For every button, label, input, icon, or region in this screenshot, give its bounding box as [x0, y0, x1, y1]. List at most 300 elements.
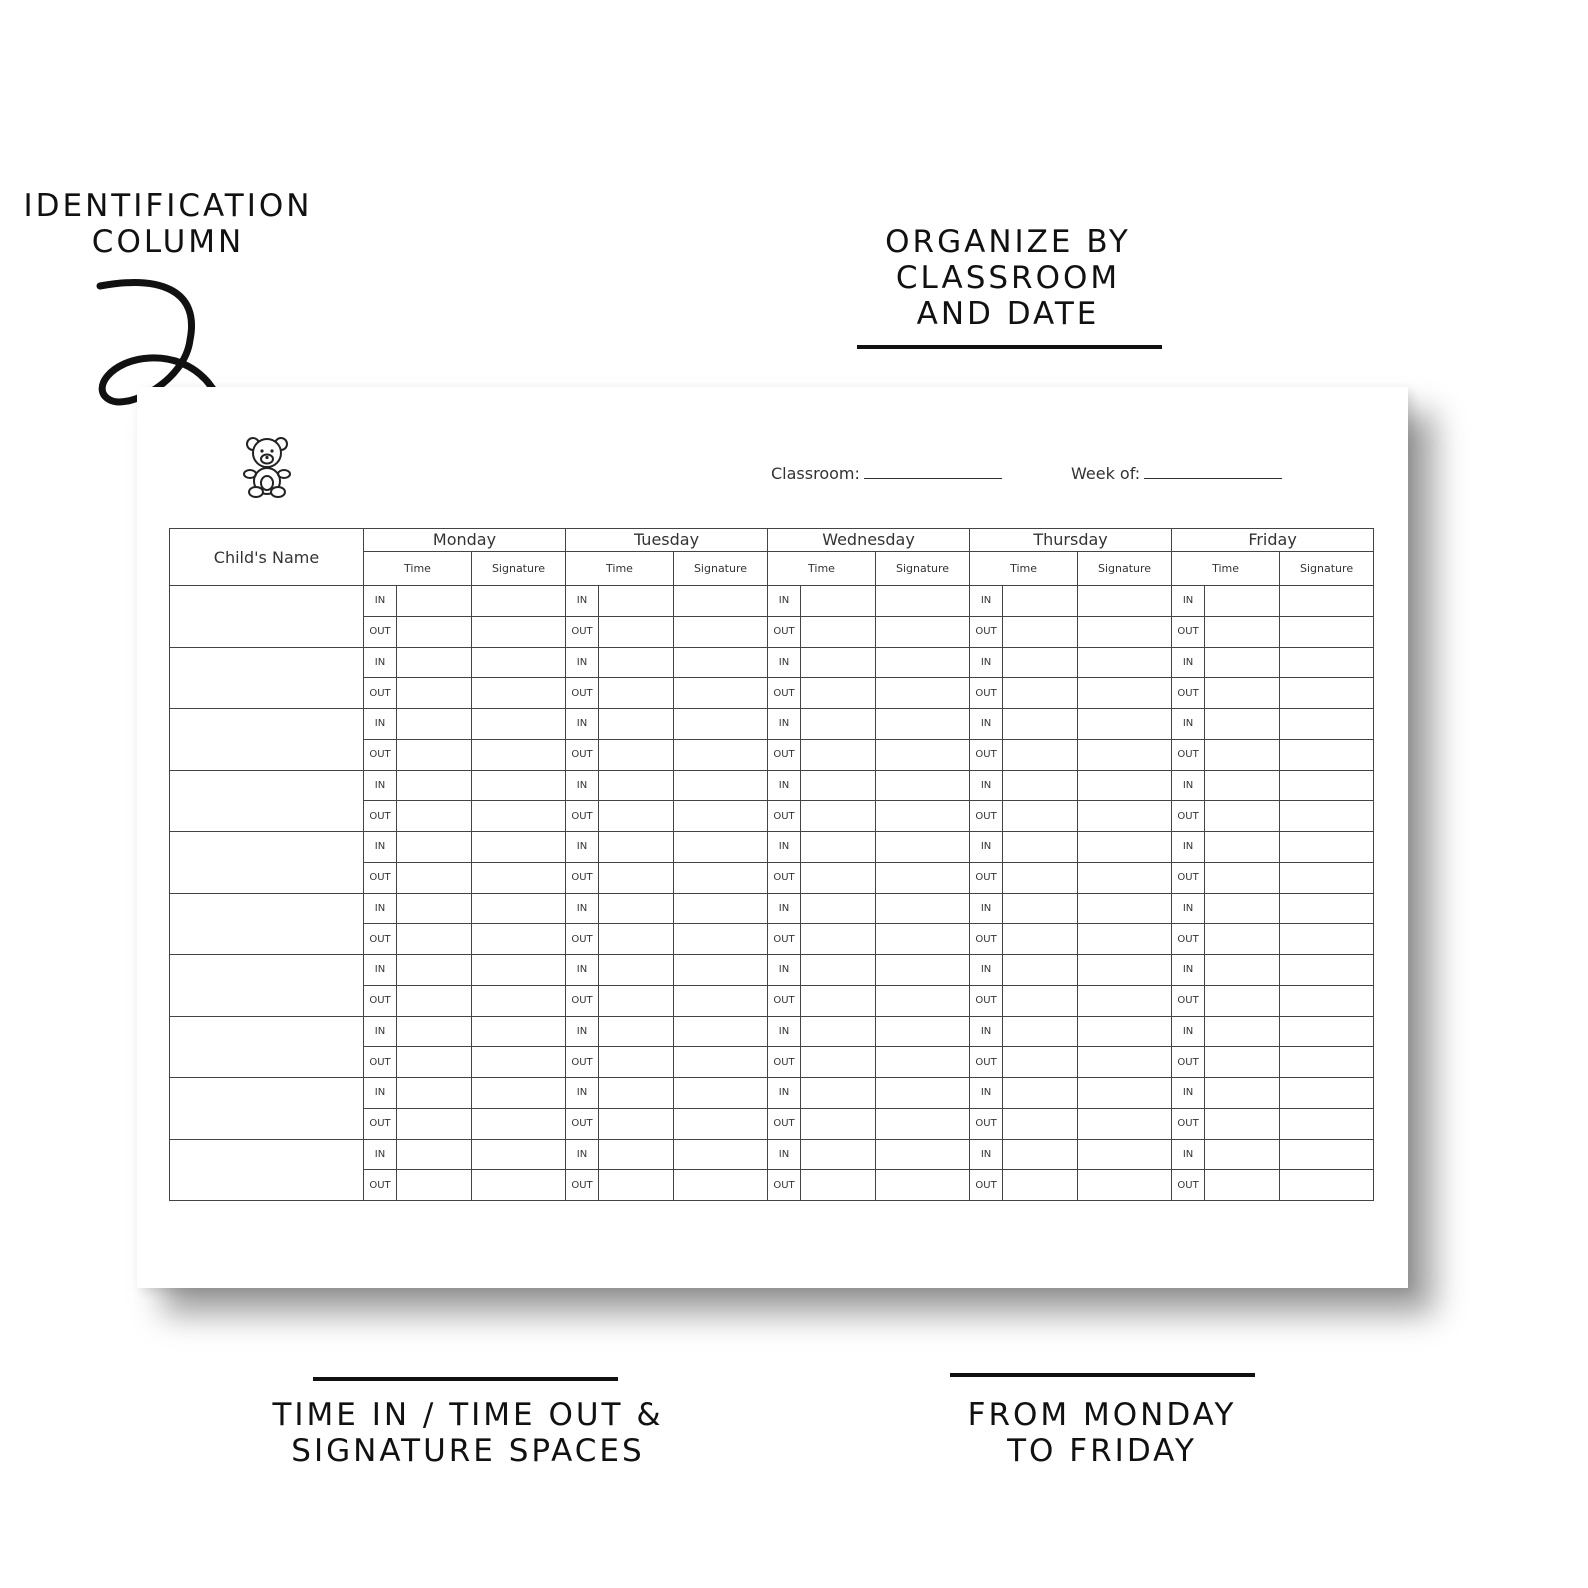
in-label: IN [566, 832, 599, 863]
signature-cell[interactable] [1078, 770, 1172, 801]
table-row [170, 1016, 1374, 1047]
signature-cell[interactable] [1280, 1170, 1374, 1201]
time-out-cell[interactable] [801, 678, 876, 709]
time-out-cell[interactable] [801, 862, 876, 893]
signature-cell[interactable] [1078, 1108, 1172, 1139]
time-in-cell[interactable] [599, 955, 674, 986]
in-label: IN [970, 1139, 1003, 1170]
signature-cell[interactable] [674, 1139, 768, 1170]
time-out-cell[interactable] [599, 616, 674, 647]
out-label: OUT [1172, 1170, 1205, 1201]
time-in-cell[interactable] [1003, 1078, 1078, 1109]
signature-subheader: Signature [472, 552, 566, 586]
time-out-cell[interactable] [397, 801, 472, 832]
signature-cell[interactable] [1078, 709, 1172, 740]
time-out-cell[interactable] [1003, 739, 1078, 770]
signature-cell[interactable] [1280, 801, 1374, 832]
callout-underline [313, 1377, 618, 1381]
time-out-cell[interactable] [1205, 1047, 1280, 1078]
child-name-cell[interactable] [170, 770, 364, 832]
out-label: OUT [768, 616, 801, 647]
time-in-cell[interactable] [397, 893, 472, 924]
child-name-cell[interactable] [170, 1139, 364, 1201]
signature-cell[interactable] [674, 739, 768, 770]
signature-cell[interactable] [1078, 616, 1172, 647]
in-label: IN [768, 770, 801, 801]
time-out-cell[interactable] [1003, 1047, 1078, 1078]
signature-cell[interactable] [1280, 1108, 1374, 1139]
time-out-cell[interactable] [1205, 985, 1280, 1016]
time-out-cell[interactable] [1205, 1108, 1280, 1139]
time-out-cell[interactable] [1003, 985, 1078, 1016]
callout-underline [950, 1373, 1255, 1377]
signature-cell[interactable] [674, 985, 768, 1016]
time-out-cell[interactable] [599, 862, 674, 893]
signature-cell[interactable] [1280, 647, 1374, 678]
child-name-cell[interactable] [170, 1078, 364, 1140]
signature-cell[interactable] [1078, 862, 1172, 893]
child-name-cell[interactable] [170, 1016, 364, 1078]
signature-cell[interactable] [1280, 770, 1374, 801]
out-label: OUT [970, 985, 1003, 1016]
time-subheader: Time [364, 552, 472, 586]
time-in-cell[interactable] [801, 709, 876, 740]
time-in-cell[interactable] [1003, 647, 1078, 678]
time-in-cell[interactable] [801, 955, 876, 986]
signature-cell[interactable] [1280, 1047, 1374, 1078]
time-out-cell[interactable] [397, 616, 472, 647]
signature-cell[interactable] [472, 739, 566, 770]
out-label: OUT [768, 739, 801, 770]
time-in-cell[interactable] [1003, 709, 1078, 740]
callout-line: TO FRIDAY [1007, 1433, 1197, 1469]
signature-cell[interactable] [1280, 955, 1374, 986]
time-in-cell[interactable] [397, 1016, 472, 1047]
time-out-cell[interactable] [1205, 862, 1280, 893]
signature-cell[interactable] [1280, 985, 1374, 1016]
signature-cell[interactable] [472, 616, 566, 647]
signature-cell[interactable] [1078, 586, 1172, 617]
in-label: IN [1172, 1139, 1205, 1170]
time-in-cell[interactable] [801, 1139, 876, 1170]
time-in-cell[interactable] [1205, 893, 1280, 924]
in-label: IN [970, 955, 1003, 986]
child-name-cell[interactable] [170, 709, 364, 771]
signature-cell[interactable] [472, 1139, 566, 1170]
time-out-cell[interactable] [397, 1170, 472, 1201]
out-label: OUT [566, 1047, 599, 1078]
signature-cell[interactable] [674, 678, 768, 709]
signature-cell[interactable] [472, 801, 566, 832]
time-out-cell[interactable] [599, 801, 674, 832]
time-in-cell[interactable] [397, 1139, 472, 1170]
in-label: IN [970, 832, 1003, 863]
signature-cell[interactable] [472, 1108, 566, 1139]
out-label: OUT [364, 862, 397, 893]
time-in-cell[interactable] [397, 647, 472, 678]
signature-cell[interactable] [472, 893, 566, 924]
time-in-cell[interactable] [1205, 955, 1280, 986]
time-out-cell[interactable] [801, 1108, 876, 1139]
signature-cell[interactable] [876, 1108, 970, 1139]
time-in-cell[interactable] [1205, 770, 1280, 801]
time-out-cell[interactable] [1205, 1170, 1280, 1201]
callout-line: TIME IN / TIME OUT & [272, 1397, 664, 1433]
out-label: OUT [364, 739, 397, 770]
signature-cell[interactable] [1280, 832, 1374, 863]
out-label: OUT [970, 739, 1003, 770]
signature-cell[interactable] [472, 862, 566, 893]
time-in-cell[interactable] [599, 832, 674, 863]
signature-cell[interactable] [1078, 739, 1172, 770]
out-label: OUT [768, 678, 801, 709]
in-label: IN [364, 709, 397, 740]
signature-cell[interactable] [1078, 1139, 1172, 1170]
time-out-cell[interactable] [801, 801, 876, 832]
signature-cell[interactable] [1280, 586, 1374, 617]
signature-cell[interactable] [876, 1016, 970, 1047]
time-out-cell[interactable] [1205, 678, 1280, 709]
time-out-cell[interactable] [397, 1108, 472, 1139]
time-in-cell[interactable] [1205, 1078, 1280, 1109]
signature-cell[interactable] [674, 1078, 768, 1109]
time-in-cell[interactable] [599, 1016, 674, 1047]
child-name-cell[interactable] [170, 832, 364, 894]
out-label: OUT [970, 862, 1003, 893]
time-out-cell[interactable] [599, 1108, 674, 1139]
signature-cell[interactable] [674, 1170, 768, 1201]
signature-cell[interactable] [472, 1170, 566, 1201]
time-out-cell[interactable] [397, 985, 472, 1016]
time-in-cell[interactable] [397, 832, 472, 863]
time-in-cell[interactable] [599, 709, 674, 740]
signature-cell[interactable] [876, 770, 970, 801]
time-subheader: Time [1172, 552, 1280, 586]
out-label: OUT [768, 924, 801, 955]
signature-cell[interactable] [876, 955, 970, 986]
time-out-cell[interactable] [397, 924, 472, 955]
signature-cell[interactable] [1280, 616, 1374, 647]
time-out-cell[interactable] [599, 739, 674, 770]
time-in-cell[interactable] [599, 893, 674, 924]
out-label: OUT [1172, 924, 1205, 955]
time-out-cell[interactable] [1003, 924, 1078, 955]
signature-cell[interactable] [674, 955, 768, 986]
time-in-cell[interactable] [599, 586, 674, 617]
time-out-cell[interactable] [397, 678, 472, 709]
signature-subheader: Signature [876, 552, 970, 586]
out-label: OUT [364, 985, 397, 1016]
time-out-cell[interactable] [801, 1047, 876, 1078]
in-label: IN [566, 770, 599, 801]
time-in-cell[interactable] [599, 1139, 674, 1170]
signature-cell[interactable] [674, 1108, 768, 1139]
time-in-cell[interactable] [397, 955, 472, 986]
out-label: OUT [970, 1047, 1003, 1078]
signature-cell[interactable] [876, 1078, 970, 1109]
in-label: IN [364, 770, 397, 801]
out-label: OUT [1172, 862, 1205, 893]
time-out-cell[interactable] [801, 739, 876, 770]
time-subheader: Time [970, 552, 1078, 586]
signature-cell[interactable] [876, 832, 970, 863]
time-out-cell[interactable] [397, 1047, 472, 1078]
signature-cell[interactable] [674, 862, 768, 893]
time-in-cell[interactable] [1003, 586, 1078, 617]
time-in-cell[interactable] [397, 586, 472, 617]
time-out-cell[interactable] [1003, 801, 1078, 832]
time-in-cell[interactable] [801, 832, 876, 863]
time-out-cell[interactable] [1003, 678, 1078, 709]
out-label: OUT [364, 678, 397, 709]
time-in-cell[interactable] [801, 1016, 876, 1047]
time-out-cell[interactable] [801, 616, 876, 647]
in-label: IN [970, 1016, 1003, 1047]
signature-cell[interactable] [472, 647, 566, 678]
out-label: OUT [1172, 739, 1205, 770]
signature-cell[interactable] [876, 985, 970, 1016]
child-name-cell[interactable] [170, 955, 364, 1017]
time-in-cell[interactable] [1205, 586, 1280, 617]
out-label: OUT [768, 1108, 801, 1139]
signature-cell[interactable] [876, 1139, 970, 1170]
in-label: IN [768, 709, 801, 740]
week-of-field[interactable] [1071, 464, 1282, 483]
time-in-cell[interactable] [801, 770, 876, 801]
signature-cell[interactable] [1280, 1139, 1374, 1170]
out-label: OUT [566, 1170, 599, 1201]
time-in-cell[interactable] [801, 586, 876, 617]
time-out-cell[interactable] [1003, 616, 1078, 647]
week-of-label: Week of: [1071, 464, 1141, 483]
signature-cell[interactable] [876, 801, 970, 832]
time-in-cell[interactable] [1205, 832, 1280, 863]
signature-cell[interactable] [876, 709, 970, 740]
out-label: OUT [1172, 985, 1205, 1016]
time-out-cell[interactable] [599, 924, 674, 955]
signature-cell[interactable] [1078, 1047, 1172, 1078]
signature-cell[interactable] [876, 678, 970, 709]
signature-cell[interactable] [876, 647, 970, 678]
signature-cell[interactable] [674, 801, 768, 832]
signature-cell[interactable] [1078, 955, 1172, 986]
signature-cell[interactable] [472, 678, 566, 709]
time-out-cell[interactable] [1003, 1170, 1078, 1201]
time-in-cell[interactable] [1003, 893, 1078, 924]
signature-cell[interactable] [472, 924, 566, 955]
child-name-cell[interactable] [170, 647, 364, 709]
in-label: IN [566, 1016, 599, 1047]
out-label: OUT [566, 1108, 599, 1139]
signature-cell[interactable] [1078, 1078, 1172, 1109]
day-header-thursday: Thursday [970, 529, 1172, 552]
signature-cell[interactable] [1280, 1016, 1374, 1047]
in-label: IN [364, 955, 397, 986]
time-in-cell[interactable] [397, 709, 472, 740]
table-row [170, 1139, 1374, 1170]
time-in-cell[interactable] [1205, 1016, 1280, 1047]
signature-cell[interactable] [1280, 739, 1374, 770]
time-out-cell[interactable] [1205, 801, 1280, 832]
time-in-cell[interactable] [1205, 647, 1280, 678]
signature-cell[interactable] [1078, 924, 1172, 955]
signature-cell[interactable] [876, 1170, 970, 1201]
signature-cell[interactable] [674, 893, 768, 924]
in-label: IN [566, 709, 599, 740]
signature-cell[interactable] [876, 862, 970, 893]
signature-cell[interactable] [472, 1016, 566, 1047]
time-in-cell[interactable] [1003, 832, 1078, 863]
signature-cell[interactable] [1078, 1016, 1172, 1047]
signature-cell[interactable] [876, 1047, 970, 1078]
out-label: OUT [970, 616, 1003, 647]
in-label: IN [566, 1078, 599, 1109]
time-in-cell[interactable] [1003, 1139, 1078, 1170]
in-label: IN [768, 1016, 801, 1047]
in-label: IN [970, 770, 1003, 801]
in-label: IN [970, 709, 1003, 740]
time-in-cell[interactable] [599, 770, 674, 801]
signature-cell[interactable] [472, 586, 566, 617]
in-label: IN [768, 832, 801, 863]
signature-cell[interactable] [876, 893, 970, 924]
time-in-cell[interactable] [1003, 1016, 1078, 1047]
time-subheader: Time [566, 552, 674, 586]
signature-cell[interactable] [1280, 893, 1374, 924]
in-label: IN [970, 1078, 1003, 1109]
signature-cell[interactable] [1280, 862, 1374, 893]
in-label: IN [970, 647, 1003, 678]
callout-line: SIGNATURE SPACES [291, 1433, 645, 1469]
out-label: OUT [364, 801, 397, 832]
signature-cell[interactable] [876, 739, 970, 770]
out-label: OUT [566, 616, 599, 647]
signature-cell[interactable] [1280, 1078, 1374, 1109]
signature-cell[interactable] [674, 586, 768, 617]
childs-name-header: Child's Name [170, 529, 364, 586]
time-in-cell[interactable] [801, 893, 876, 924]
time-in-cell[interactable] [801, 1078, 876, 1109]
out-label: OUT [364, 924, 397, 955]
time-out-cell[interactable] [1205, 924, 1280, 955]
in-label: IN [566, 1139, 599, 1170]
signature-cell[interactable] [1078, 647, 1172, 678]
time-out-cell[interactable] [1003, 1108, 1078, 1139]
signature-cell[interactable] [472, 1047, 566, 1078]
signature-cell[interactable] [1078, 801, 1172, 832]
in-label: IN [1172, 1016, 1205, 1047]
time-out-cell[interactable] [397, 739, 472, 770]
in-label: IN [1172, 586, 1205, 617]
signature-cell[interactable] [1078, 678, 1172, 709]
signature-cell[interactable] [1280, 709, 1374, 740]
signature-cell[interactable] [674, 1047, 768, 1078]
signature-cell[interactable] [472, 832, 566, 863]
callout-monday-friday [952, 1397, 1252, 1469]
in-label: IN [768, 893, 801, 924]
signature-cell[interactable] [1078, 832, 1172, 863]
signature-cell[interactable] [1280, 924, 1374, 955]
table-row [170, 586, 1374, 617]
in-label: IN [566, 586, 599, 617]
attendance-table [169, 528, 1374, 1201]
signature-cell[interactable] [674, 924, 768, 955]
in-label: IN [566, 893, 599, 924]
time-out-cell[interactable] [801, 1170, 876, 1201]
signature-cell[interactable] [472, 985, 566, 1016]
child-name-cell[interactable] [170, 893, 364, 955]
time-out-cell[interactable] [1205, 739, 1280, 770]
in-label: IN [1172, 770, 1205, 801]
signature-cell[interactable] [876, 924, 970, 955]
out-label: OUT [1172, 801, 1205, 832]
signature-cell[interactable] [674, 616, 768, 647]
out-label: OUT [768, 801, 801, 832]
time-out-cell[interactable] [599, 1170, 674, 1201]
signature-cell[interactable] [674, 770, 768, 801]
day-header-tuesday: Tuesday [566, 529, 768, 552]
out-label: OUT [768, 1170, 801, 1201]
out-label: OUT [970, 1170, 1003, 1201]
time-in-cell[interactable] [801, 647, 876, 678]
time-in-cell[interactable] [397, 1078, 472, 1109]
in-label: IN [1172, 955, 1205, 986]
time-out-cell[interactable] [1205, 616, 1280, 647]
table-row [170, 709, 1374, 740]
signature-cell[interactable] [876, 586, 970, 617]
time-in-cell[interactable] [1003, 770, 1078, 801]
callout-line: IDENTIFICATION [23, 188, 313, 224]
time-in-cell[interactable] [1003, 955, 1078, 986]
signature-cell[interactable] [472, 955, 566, 986]
signature-cell[interactable] [1078, 1170, 1172, 1201]
in-label: IN [768, 955, 801, 986]
signature-cell[interactable] [674, 647, 768, 678]
signature-cell[interactable] [1078, 893, 1172, 924]
time-in-cell[interactable] [1205, 1139, 1280, 1170]
signature-cell[interactable] [1078, 985, 1172, 1016]
signature-cell[interactable] [674, 832, 768, 863]
out-label: OUT [768, 862, 801, 893]
signature-cell[interactable] [472, 709, 566, 740]
signature-subheader: Signature [1078, 552, 1172, 586]
signature-cell[interactable] [674, 1016, 768, 1047]
time-out-cell[interactable] [801, 924, 876, 955]
time-out-cell[interactable] [397, 862, 472, 893]
time-out-cell[interactable] [1003, 862, 1078, 893]
time-in-cell[interactable] [599, 647, 674, 678]
time-out-cell[interactable] [599, 1047, 674, 1078]
time-in-cell[interactable] [599, 1078, 674, 1109]
classroom-field[interactable] [771, 464, 1002, 483]
in-label: IN [364, 832, 397, 863]
signature-cell[interactable] [472, 1078, 566, 1109]
signature-cell[interactable] [1280, 678, 1374, 709]
child-name-cell[interactable] [170, 586, 364, 648]
signature-cell[interactable] [674, 709, 768, 740]
callout-time-in-out [268, 1397, 668, 1469]
time-out-cell[interactable] [801, 985, 876, 1016]
time-in-cell[interactable] [1205, 709, 1280, 740]
signature-cell[interactable] [876, 616, 970, 647]
in-label: IN [566, 647, 599, 678]
table-row [170, 1078, 1374, 1109]
time-out-cell[interactable] [599, 985, 674, 1016]
time-out-cell[interactable] [599, 678, 674, 709]
time-in-cell[interactable] [397, 770, 472, 801]
attendance-sheet [137, 387, 1408, 1288]
signature-cell[interactable] [472, 770, 566, 801]
